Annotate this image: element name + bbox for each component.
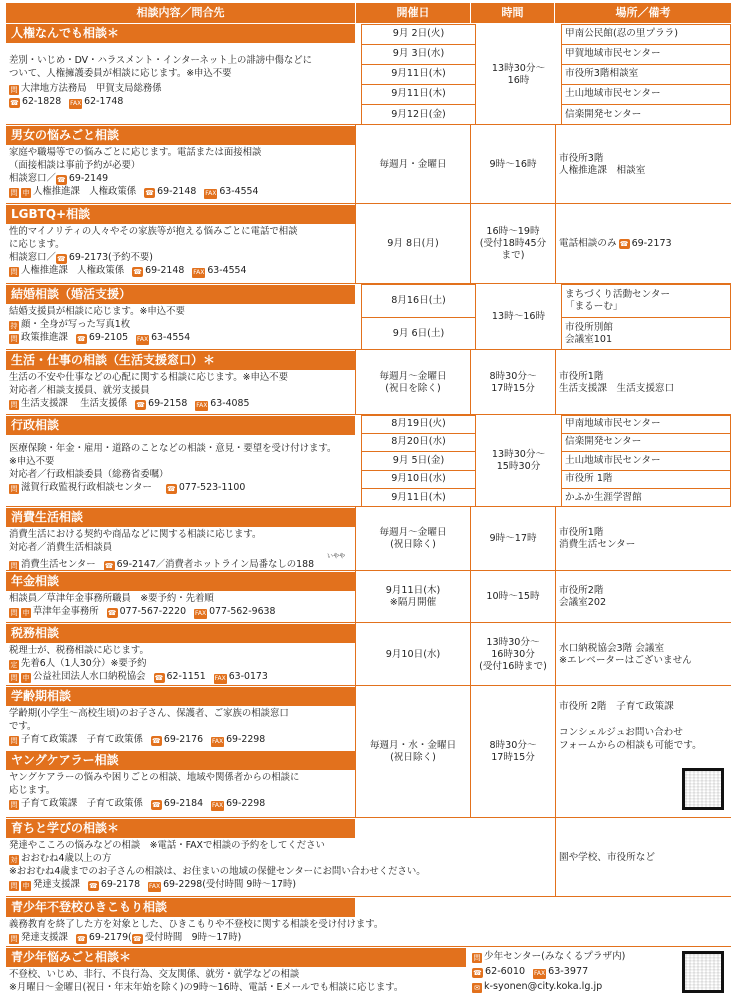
date-row: 9月 6日(土) [361,317,476,350]
time-cell: 13時30分～ 16時30分 (受付16時まで) [479,636,547,672]
place-cell: 市役所 2階 子育て政策課 コンシェルジュお問い合わせ フォームからの相談も可能です。 [559,701,702,751]
place-row: 甲賀地域市民センター [561,44,731,64]
place-cell: 市役所2階 会議室202 [559,585,607,608]
section-desc: 家庭や職場等での悩みごとに応じます。電話または面接相談 （面接相談は事前予約が必要） 相談窓口／☎ 69-2149 問 申 人権推進課 人権政策係 ☎ 69-2148 FAX 63-4554 [9,147,262,197]
section-gyosei [6,415,731,507]
section-lgbtq [6,204,731,284]
time-cell: 13時30分～ 15時30分 [491,449,546,472]
contact-icon: 問 [10,189,18,197]
header-time: 時間 [471,3,554,23]
section-nenkin [6,571,731,623]
section-title: 学齢期相談 [6,687,355,706]
phone-icon: ☎ [57,255,66,263]
phone-icon: ☎ [89,882,98,890]
apply-icon: 申 [22,674,30,682]
time-cell: 9時～16時 [489,158,537,170]
place-row: 土山地域市民センター [561,84,731,104]
fax-icon: FAX [70,100,82,107]
phone-icon: ☎ [473,969,482,977]
header-place: 場所／備考 [555,3,731,23]
fax-icon: FAX [196,402,208,409]
contact-icon: 問 [10,737,18,745]
date-cell: 9月11日(木) ※隔月開催 [385,585,441,608]
email-address[interactable]: k-syonen@city.koka.lg.jp [484,981,603,992]
phone-icon: ☎ [77,335,86,343]
section-title: 税務相談 [6,624,355,643]
section-title: 育ちと学びの相談＊ [6,819,355,838]
section-title: 男女の悩みごと相談 [6,126,355,145]
fax-icon: FAX [214,675,226,682]
phone-icon: ☎ [154,674,164,682]
section-desc: 学齢期(小学生～高校生頃)のお子さん、保護者、ご家族の相談窓口 です。 問 子育て政策課 子育て政策係 ☎ 69-2176 FAX 69-2298 [9,708,289,745]
section-title: LGBTQ+相談 [6,205,355,224]
time-cell: 8時30分～ 17時15分 [489,740,537,763]
fax-icon: FAX [212,738,224,745]
date-row: 9月 5日(金) [361,451,476,470]
section-shonen [6,947,731,1003]
apply-icon: 申 [22,882,30,890]
bring-icon: 持 [10,322,18,330]
date-cell: 9月10日(水) [385,648,441,660]
contact-icon: 問 [10,335,18,343]
phone-icon: ☎ [619,240,629,248]
contact-name: 大津地方法務局 甲賀支局総務係 [21,83,162,94]
place-cell: 市役所1階 生活支援課 生活支援窓口 [559,370,675,394]
fax-icon: FAX [193,269,205,276]
place-row: 信楽開発センター [561,433,731,451]
date-cell: 毎週月～金曜日 (祝日を除く) [379,370,447,394]
section-sodachi [6,818,731,897]
section-shohi [6,507,731,571]
date-row: 9月 2日(火) [361,24,476,44]
date-row: 8月19日(火) [361,415,476,433]
time-cell: 16時～19時 (受付18時45分 まで) [479,226,547,261]
place-row: 市役所3階相談室 [561,64,731,84]
contact-icon: 問 [10,674,18,682]
section-jinken [6,24,731,125]
contact-icon: 問 [10,882,18,890]
section-title: 青少年悩みごと相談＊ [6,948,466,967]
time-cell: 13時30分～ 16時 [491,62,546,86]
phone-icon: ☎ [152,737,161,745]
date-row: 9月10日(水) [361,470,476,488]
date-cell: 毎週月・金曜日 [379,158,447,170]
section-desc: 発達やこころの悩みなどの相談 ※電話・FAXで相談の予約をしてください 対 おおむね4歳以上の方 ※おおむね4歳までのお子さんの相談は、お住まいの地域の保健センターにお問い合わせください。 問 申 発達支援課 ☎ 69-2178 FAX 69-2298(受付時間 9時～17時) [9,840,426,890]
fax-icon: FAX [195,610,207,617]
date-row: 9月11日(木) [361,64,476,84]
fax-icon: FAX [534,970,546,977]
section-title: 年金相談 [6,572,355,591]
fax-icon: FAX [149,883,161,890]
apply-icon: 申 [22,189,30,197]
section-desc: 差別・いじめ・DV・ハラスメント・インターネット上の誹謗中傷などに ついて、人権擁護委員が相談に応じます。※申込不要 問 大津地方法務局 甲賀支局総務係 ☎ 62-1828 FAX 62-1748 [9,55,312,107]
time-cell: 10時～15時 [486,591,540,602]
phone-icon: ☎ [104,562,114,570]
section-desc: 不登校、いじめ、非行、不良行為、交友関係、就労・就学などの相談 ※月曜日～金曜日(祝日・年末年始を除く)の9時～16時、電話・Eメールでも相談に応じます。 [9,969,404,993]
phone-icon: ☎ [77,935,86,943]
date-row: 8月16日(土) [361,284,476,317]
section-danjo [6,125,731,204]
section-desc: 税理士が、税務相談に応じます。 定 先着6人（1人30分）※要予約 問 申 公益社団法人水口納税協会 ☎ 62-1151 FAX 63-0173 [9,645,268,682]
time-cell: 8時30分～ 17時15分 [489,370,537,394]
contact-icon: 問 [10,562,18,570]
phone-icon: ☎ [133,268,142,276]
section-desc: 義務教育を終了した方を対象とした、ひきこもりや不登校に関する相談を受け付けます。 問 発達支援課 ☎ 69-2179(☎ 受付時間 9時～17時) [9,919,384,943]
apply-icon: 申 [22,609,30,617]
date-row: 9月 3日(水) [361,44,476,64]
target-icon: 対 [10,856,18,864]
shonen-contact: 問 少年センター(みなくるプラザ内) ☎ 62-6010 FAX 63-3977 ✉ k-syonen@city.koka.lg.jp [473,951,626,992]
phone-icon: ☎ [107,609,117,617]
phone-icon: ☎ [167,485,176,493]
ruby-text: いやや [327,553,346,560]
section-desc: 消費生活における契約や商品などに関する相談に応じます。 対応者／消費生活相談員 問 消費生活センター ☎ 69-2147／消費者ホットライン局番なしの188 いやや [9,529,346,570]
place-row: 信楽開発センター [561,104,731,125]
place-cell: 園や学校、市役所など [559,851,655,863]
fax-icon: FAX [205,190,217,197]
contact-icon: 問 [10,801,18,809]
place-row: 甲南地域市民センター [561,415,731,433]
section-title: 行政相談 [6,416,355,435]
phone-icon: ☎ [152,801,161,809]
section-seikatsu [6,350,731,415]
section-seishonen [6,897,731,947]
contact-icon: 問 [473,954,481,962]
qr-code[interactable] [682,768,724,810]
section-desc: 結婚支援員が相談に応じます。※申込不要 持 顔・全身が写った写真1枚 問 政策推進課 ☎ 69-2105 FAX 63-4554 [9,306,191,343]
date-cell: 毎週月・水・金曜日 (祝日除く) [369,740,457,763]
place-cell: 水口納税協会3階 会議室 ※エレベーターはございません [559,642,692,666]
date-cell: 毎週月～金曜日 (祝日除く) [379,527,447,550]
section-title: 消費生活相談 [6,508,355,527]
phone-icon: ☎ [10,99,19,107]
section-title: 青少年不登校ひきこもり相談 [6,898,355,917]
phone-icon: ☎ [132,935,142,943]
section-title: 生活・仕事の相談（生活支援窓口）＊ [6,351,355,370]
date-row: 9月12日(金) [361,104,476,125]
place-row: 土山地域市民センター [561,451,731,470]
section-desc: 医療保険・年金・雇用・道路のことなどの相談・意見・要望を受け付けます。 ※申込不要 対応者／行政相談委員（総務省委嘱） 問 滋賀行政監視行政相談センター ☎ 077-523-1100 [9,443,337,493]
header-date: 開催日 [356,3,470,23]
section-desc: 相談員／草津年金事務所職員 ※要予約・先着順 問 申 草津年金事務所 ☎ 077-567-2220 FAX 077-562-9638 [9,593,276,617]
date-cell: 9月 8日(月) [387,238,439,249]
place-row: まちづくり活動センター 「まるーむ」 [561,284,731,317]
date-row: 9月11日(木) [361,84,476,104]
section-zeimu [6,623,731,686]
section-title: 結婚相談（婚活支援） [6,285,355,304]
time-cell: 13時～16時 [491,311,546,322]
fax-icon: FAX [212,802,224,809]
place-row: かふか生涯学習館 [561,488,731,507]
contact-icon: 問 [10,401,18,409]
fax-icon: FAX [137,336,149,343]
header-content: 相談内容／問合先 [6,3,355,23]
qr-code[interactable] [682,951,724,993]
contact-icon: 問 [10,609,18,617]
section-gakurei-young [6,686,731,818]
section-desc: 生活の不安や仕事などの心配に関する相談に応じます。※申込不要 対応者／相談支援員、就労支援員 問 生活支援課 生活支援係 ☎ 69-2158 FAX 63-4085 [9,372,288,409]
phone-icon: ☎ [145,189,154,197]
section-title: ヤングケアラー相談 [6,751,355,770]
place-cell: 市役所1階 消費生活センター [559,527,636,550]
place-row: 甲南公民館(忍の里プララ) [561,24,731,44]
section-title: 人権なんでも相談＊ [6,24,355,43]
contact-icon: 問 [10,268,18,276]
place-row: 市役所 1階 [561,470,731,488]
section-desc: ヤングケアラーの悩みや困りごとの相談、地域や関係者からの相談に 応じます。 問 子育て政策課 子育て政策係 ☎ 69-2184 FAX 69-2298 [9,772,300,809]
fax-number: 62-1748 [84,96,124,107]
contact-icon: 問 [10,485,18,493]
section-desc: 性的マイノリティの人々やその家族等が抱える悩みごとに電話で相談 に応じます。 相談窓口／☎ 69-2173(予約不要) 問 人権推進課 人権政策係 ☎ 69-2148 FAX 63-4554 [9,226,298,276]
phone-icon: ☎ [136,401,145,409]
date-row: 9月11日(木) [361,488,476,507]
fixed-icon: 定 [10,661,18,669]
phone-icon: ☎ [57,176,66,184]
place-cell: 電話相談のみ ☎ 69-2173 [559,238,672,249]
contact-icon: 問 [10,86,18,94]
mail-icon: ✉ [472,983,482,993]
section-kekkon [6,284,731,350]
place-row: 市役所別館 会議室101 [561,317,731,350]
date-row: 8月20日(水) [361,433,476,451]
time-cell: 9時～17時 [489,533,537,544]
contact-icon: 問 [10,935,18,943]
place-cell: 市役所3階 人権推進課 相談室 [559,152,646,176]
phone-number: 62-1828 [22,96,62,107]
